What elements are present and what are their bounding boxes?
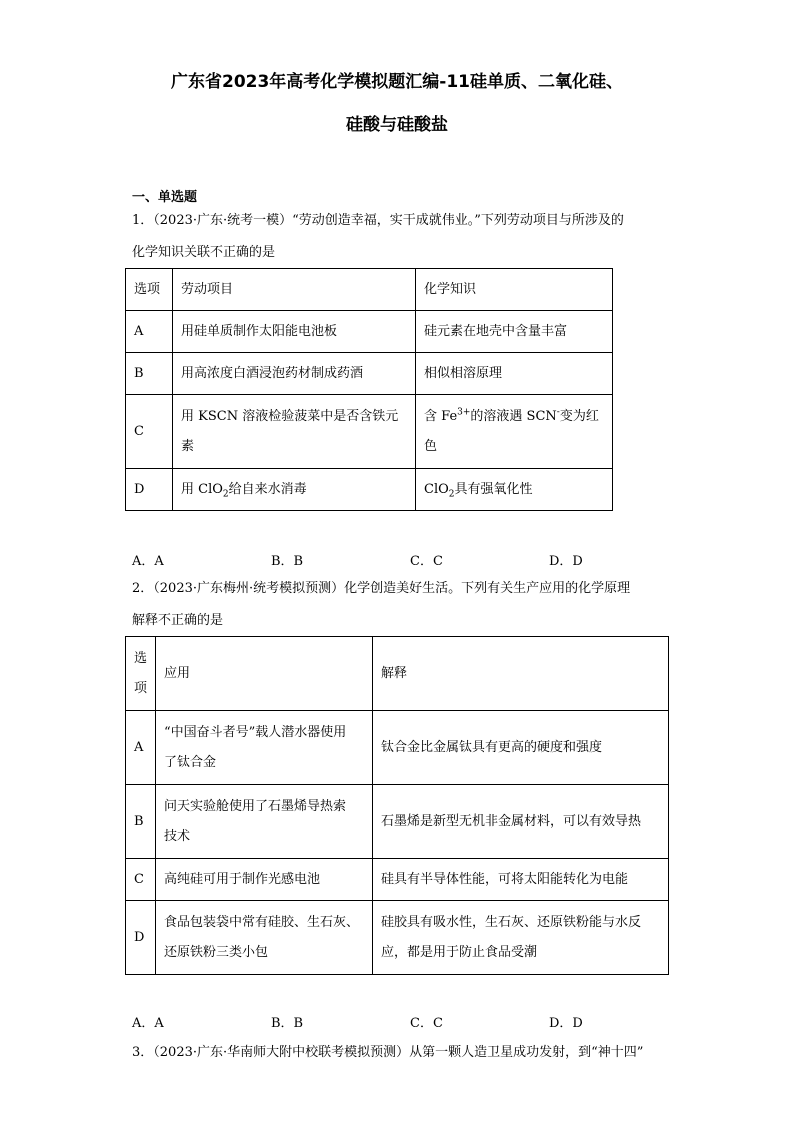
q2-header-explanation: 解释 [373, 637, 669, 711]
document-title-line2: 硅酸与硅酸盐 [346, 115, 448, 135]
cell-line: 硅胶具有吸水性，生石灰、还原铁粉能与水反 [381, 914, 642, 930]
q2-choice-b[interactable]: B．B [271, 1016, 304, 1031]
q2-row-d-explanation [373, 901, 669, 975]
q1-row-a-knowledge: 硅元素在地壳中含量丰富 [416, 311, 613, 353]
section-heading: 一、单选题 [132, 190, 198, 205]
q1-row-c-knowledge-line1 [424, 402, 604, 432]
q1-stem-line1: 1．（2023·广东·统考一模）“劳动创造幸福，实干成就伟业。”下列劳动项目与所涉及的 [132, 213, 624, 228]
text-run: 给自来水消毒 [228, 481, 307, 497]
q2-choice-d[interactable]: D．D [549, 1016, 583, 1031]
q1-table-header [126, 269, 613, 311]
q2-row-a-explanation: 钛合金比金属钛具有更高的硬度和强度 [373, 711, 669, 785]
superscript: 3+ [457, 407, 471, 418]
q2-row-b-explanation: 石墨烯是新型无机非金属材料，可以有效导热 [373, 785, 669, 859]
q1-row-c-option: C [126, 395, 173, 469]
cell-line: 食品包装袋中常有硅胶、生石灰、 [164, 914, 360, 930]
q1-header-option: 选项 [126, 269, 173, 311]
document-title-line1: 广东省2023年高考化学模拟题汇编-11硅单质、二氧化硅、 [170, 72, 624, 92]
q2-header-application: 应用 [156, 637, 373, 711]
q1-row-c-item-line2: 素 [181, 438, 195, 454]
q2-row-c-explanation: 硅具有半导体性能，可将太阳能转化为电能 [373, 859, 669, 901]
q2-header-option-line2: 项 [134, 680, 148, 696]
q2-row-a-option: A [126, 711, 156, 785]
q1-header-knowledge: 化学知识 [416, 269, 613, 311]
q2-choice-a[interactable]: A．A [132, 1016, 164, 1031]
table-row [126, 353, 613, 395]
table-row [126, 311, 613, 353]
q1-stem-line2: 化学知识关联不正确的是 [132, 245, 276, 260]
text-run: ClO [424, 481, 449, 497]
text-run: 用 ClO [181, 481, 223, 497]
cell-line: 还原铁粉三类小包 [164, 944, 269, 960]
cell-line: “中国奋斗者号”载人潜水器使用 [164, 724, 347, 740]
q2-row-c-application: 高纯硅可用于制作光感电池 [156, 859, 373, 901]
q1-choice-c[interactable]: C．C [410, 554, 443, 569]
text-run: 变为红 [559, 408, 599, 424]
q1-row-c-knowledge-line2: 色 [424, 438, 438, 454]
q1-row-c-item-line1: 用 KSCN 溶液检验菠菜中是否含铁元 [181, 408, 399, 424]
q1-table [125, 268, 613, 511]
table-row [126, 711, 669, 785]
q2-header-option [126, 637, 156, 711]
q2-table [125, 636, 669, 975]
q2-row-b-application [156, 785, 373, 859]
q2-stem-line2: 解释不正确的是 [132, 613, 224, 628]
subscript: 2 [448, 489, 455, 500]
cell-line: 了钛合金 [164, 754, 217, 770]
text-run: 的溶液遇 SCN [470, 408, 557, 424]
cell-line: 应，都是用于防止食品受潮 [381, 944, 538, 960]
table-row [126, 859, 669, 901]
q3-stem-line1: 3．（2023·广东·华南师大附中校联考模拟预测）从第一颗人造卫星成功发射，到“神十四” [132, 1045, 644, 1060]
q1-choice-a[interactable]: A．A [132, 554, 164, 569]
q1-choice-d[interactable]: D．D [549, 554, 583, 569]
q1-row-b-knowledge: 相似相溶原理 [416, 353, 613, 395]
text-run: 含 Fe [424, 408, 458, 424]
q2-stem-line1: 2．（2023·广东梅州·统考模拟预测）化学创造美好生活。下列有关生产应用的化学原理 [132, 581, 631, 596]
q1-choice-b[interactable]: B．B [271, 554, 304, 569]
cell-line: 问天实验舱使用了石墨烯导热索 [164, 798, 347, 814]
q1-row-d-knowledge [416, 469, 613, 511]
table-row [126, 469, 613, 511]
q2-row-d-option: D [126, 901, 156, 975]
table-row [126, 901, 669, 975]
table-row [126, 395, 613, 469]
q2-row-a-application [156, 711, 373, 785]
q2-choice-c[interactable]: C．C [410, 1016, 443, 1031]
q1-row-a-item: 用硅单质制作太阳能电池板 [173, 311, 416, 353]
q2-header-option-line1: 选 [134, 650, 148, 666]
q1-row-b-item: 用高浓度白酒浸泡药材制成药酒 [173, 353, 416, 395]
subscript: 2 [222, 489, 229, 500]
q2-row-c-option: C [126, 859, 156, 901]
text-run: 具有强氧化性 [454, 481, 533, 497]
table-row [126, 785, 669, 859]
q1-row-b-option: B [126, 353, 173, 395]
q2-table-header [126, 637, 669, 711]
q1-row-d-option: D [126, 469, 173, 511]
q1-row-d-item [173, 469, 416, 511]
q1-row-c-knowledge [416, 395, 613, 469]
q1-header-labor: 劳动项目 [173, 269, 416, 311]
q1-row-c-item [173, 395, 416, 469]
q2-row-d-application [156, 901, 373, 975]
q2-row-b-option: B [126, 785, 156, 859]
cell-line: 技术 [164, 828, 191, 844]
superscript: - [556, 407, 560, 418]
q1-row-a-option: A [126, 311, 173, 353]
